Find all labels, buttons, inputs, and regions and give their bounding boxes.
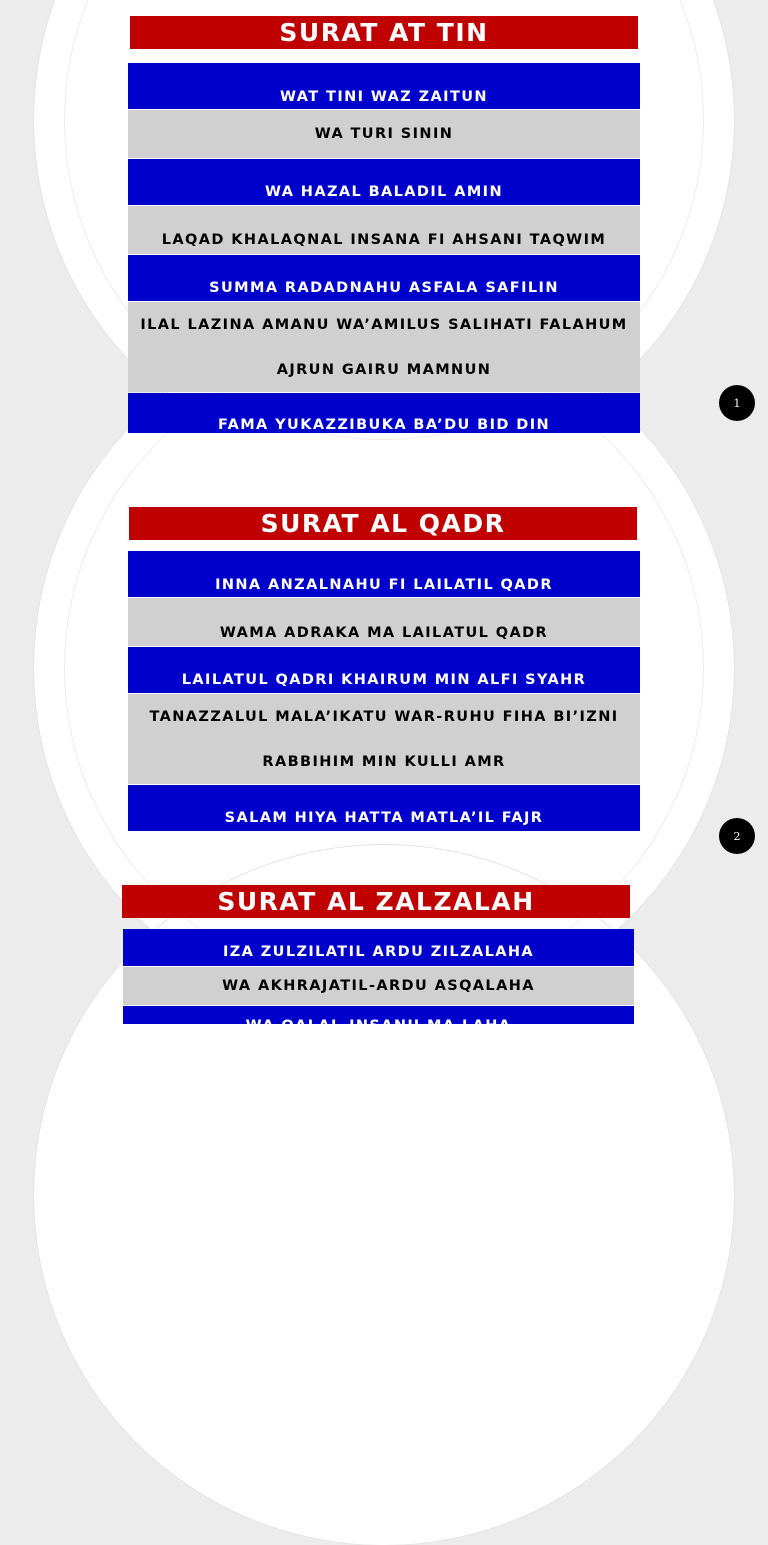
verse-line: TANAZZALUL MALA’IKATU WAR-RUHU FIHA BI’IZNI: [149, 708, 619, 725]
verse-row: SUMMA RADADNAHU ASFALA SAFILIN: [128, 255, 640, 301]
verse-row: WA HAZAL BALADIL AMIN: [128, 159, 640, 205]
verse-row: IZA ZULZILATIL ARDU ZILZALAHA: [123, 929, 634, 966]
verse-row-two-line: [128, 694, 640, 784]
verse-row: INNA ANZALNAHU FI LAILATIL QADR: [128, 551, 640, 597]
verse-line: AJRUN GAIRU MAMNUN: [276, 361, 492, 378]
page-number-badge: 1: [719, 385, 755, 421]
section-title-al-qadr: SURAT AL QADR: [129, 507, 637, 540]
verse-row: WAT TINI WAZ ZAITUN: [128, 63, 640, 109]
verse-line: ILAL LAZINA AMANU WA’AMILUS SALIHATI FALAHUM: [140, 316, 628, 333]
verse-row: WA TURI SININ: [128, 110, 640, 158]
verse-line: RABBIHIM MIN KULLI AMR: [262, 753, 506, 770]
section-title-al-zalzalah: SURAT AL ZALZALAH: [122, 885, 630, 918]
section-title-at-tin: SURAT AT TIN: [130, 16, 638, 49]
verse-row: [123, 1006, 634, 1024]
verse-row: FAMA YUKAZZIBUKA BA’DU BID DIN: [128, 393, 640, 433]
verse-row: WAMA ADRAKA MA LAILATUL QADR: [128, 598, 640, 646]
verse-row: LAQAD KHALAQNAL INSANA FI AHSANI TAQWIM: [128, 206, 640, 254]
page-number-badge: 2: [719, 818, 755, 854]
verse-row-two-line: [128, 302, 640, 392]
verse-row: WA AKHRAJATIL-ARDU ASQALAHA: [123, 967, 634, 1005]
verse-row: LAILATUL QADRI KHAIRUM MIN ALFI SYAHR: [128, 647, 640, 693]
verse-row: SALAM HIYA HATTA MATLA’IL FAJR: [128, 785, 640, 831]
